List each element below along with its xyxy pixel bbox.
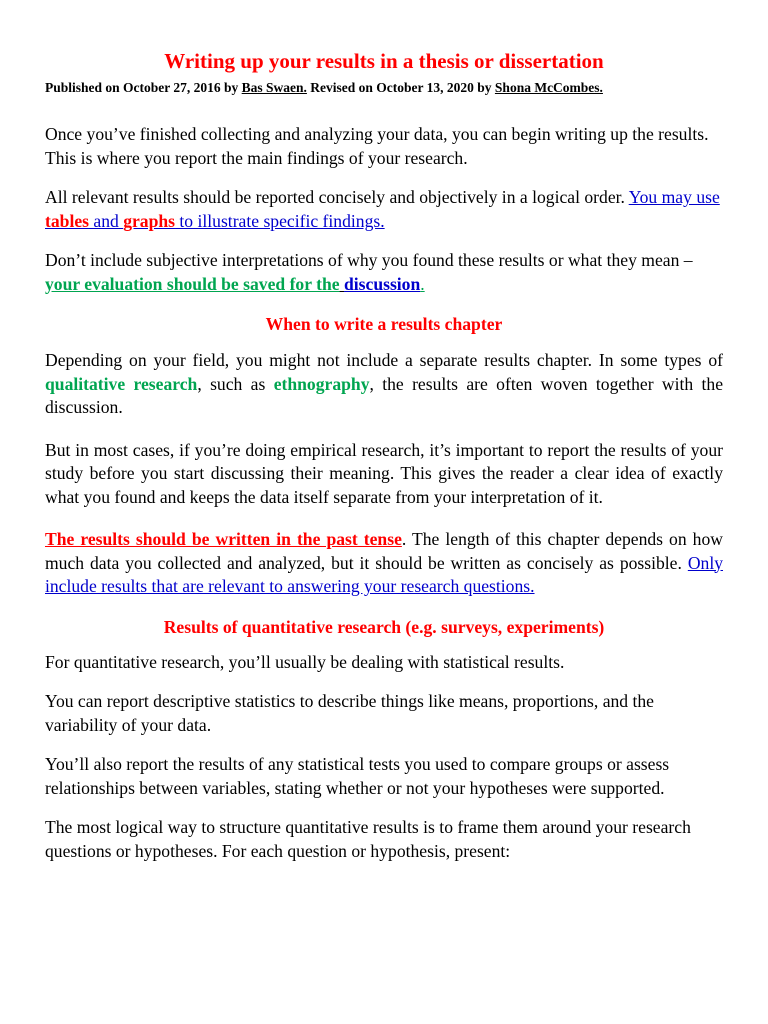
paragraph-depending-on-field bbox=[45, 349, 723, 420]
document-title: Writing up your results in a thesis or dissertation bbox=[164, 49, 604, 73]
paragraph-empirical-research: But in most cases, if you’re doing empirical research, it’s important to report the results of your study before you start discussing their meaning. This gives the reader a clear idea of exactly what you found and keeps the data itself separate from your interpretation of it. bbox=[45, 439, 723, 507]
paragraph-interpretations bbox=[45, 249, 723, 296]
section-heading-quantitative: Results of quantitative research (e.g. surveys, experiments) bbox=[163, 616, 605, 637]
paragraph-relevant-results bbox=[45, 186, 723, 233]
paragraph-text: Depending on your field, you might not include a separate results chapter. In some types of bbox=[45, 350, 723, 370]
paragraph-descriptive-statistics: You can report descriptive statistics to describe things like means, proportions, and the variability of your data. bbox=[45, 691, 654, 735]
publication-info bbox=[45, 79, 723, 97]
evaluation-note: your evaluation should be saved for the bbox=[45, 273, 340, 294]
period: . bbox=[420, 273, 425, 294]
paragraph-text: , the results are often woven together with the discussion. bbox=[45, 373, 724, 417]
paragraph-text: . The length of this chapter depends on how much data you collected and analyzed, but it should be written as concisely as possible. bbox=[45, 529, 723, 573]
ethnography-link[interactable]: ethnography bbox=[273, 373, 370, 394]
paragraph-statistical-tests: You’ll also report the results of any statistical tests you used to compare groups or assess relationships between variables, stating whether or not your hypotheses were supported. bbox=[45, 754, 670, 798]
link-text: to illustrate specific findings. bbox=[175, 210, 385, 231]
author-link-shona-mccombes[interactable]: Shona McCombes. bbox=[494, 80, 603, 95]
pub-prefix: Published on October 27, 2016 by bbox=[45, 80, 242, 95]
paragraph-text: Don’t include subjective interpretations of why you found these results or what they mean – bbox=[45, 250, 693, 270]
pub-middle: Revised on October 13, 2020 by bbox=[306, 80, 495, 95]
paragraph-intro: Once you’ve finished collecting and analyzing your data, you can begin writing up the results. This is where you report the main findings of your research. bbox=[45, 124, 709, 168]
graphs-keyword: graphs bbox=[123, 210, 176, 231]
link-text: You may use bbox=[628, 187, 720, 207]
paragraph-statistical-results: For quantitative research, you’ll usually be dealing with statistical results. bbox=[45, 651, 565, 672]
paragraph-text: , such as bbox=[197, 373, 274, 394]
relevant-results-link[interactable]: Only include results that are relevant to answering your research questions. bbox=[45, 552, 723, 596]
tables-keyword: tables bbox=[45, 210, 89, 231]
discussion-link[interactable]: discussion bbox=[343, 273, 421, 294]
section-heading-when-to-write: When to write a results chapter bbox=[265, 314, 503, 334]
past-tense-rule: The results should be written in the past tense bbox=[45, 529, 402, 549]
link-text: and bbox=[88, 210, 124, 231]
paragraph-past-tense bbox=[45, 528, 723, 599]
paragraph-text: All relevant results should be reported concisely and objectively in a logical order. bbox=[45, 187, 625, 207]
author-link-bas-swaen[interactable]: Bas Swaen. bbox=[241, 80, 307, 95]
paragraph-structure: The most logical way to structure quantitative results is to frame them around your research questions or hypotheses. For each question or hypothesis, present: bbox=[45, 817, 691, 861]
qualitative-research-link[interactable]: qualitative research bbox=[45, 373, 198, 394]
